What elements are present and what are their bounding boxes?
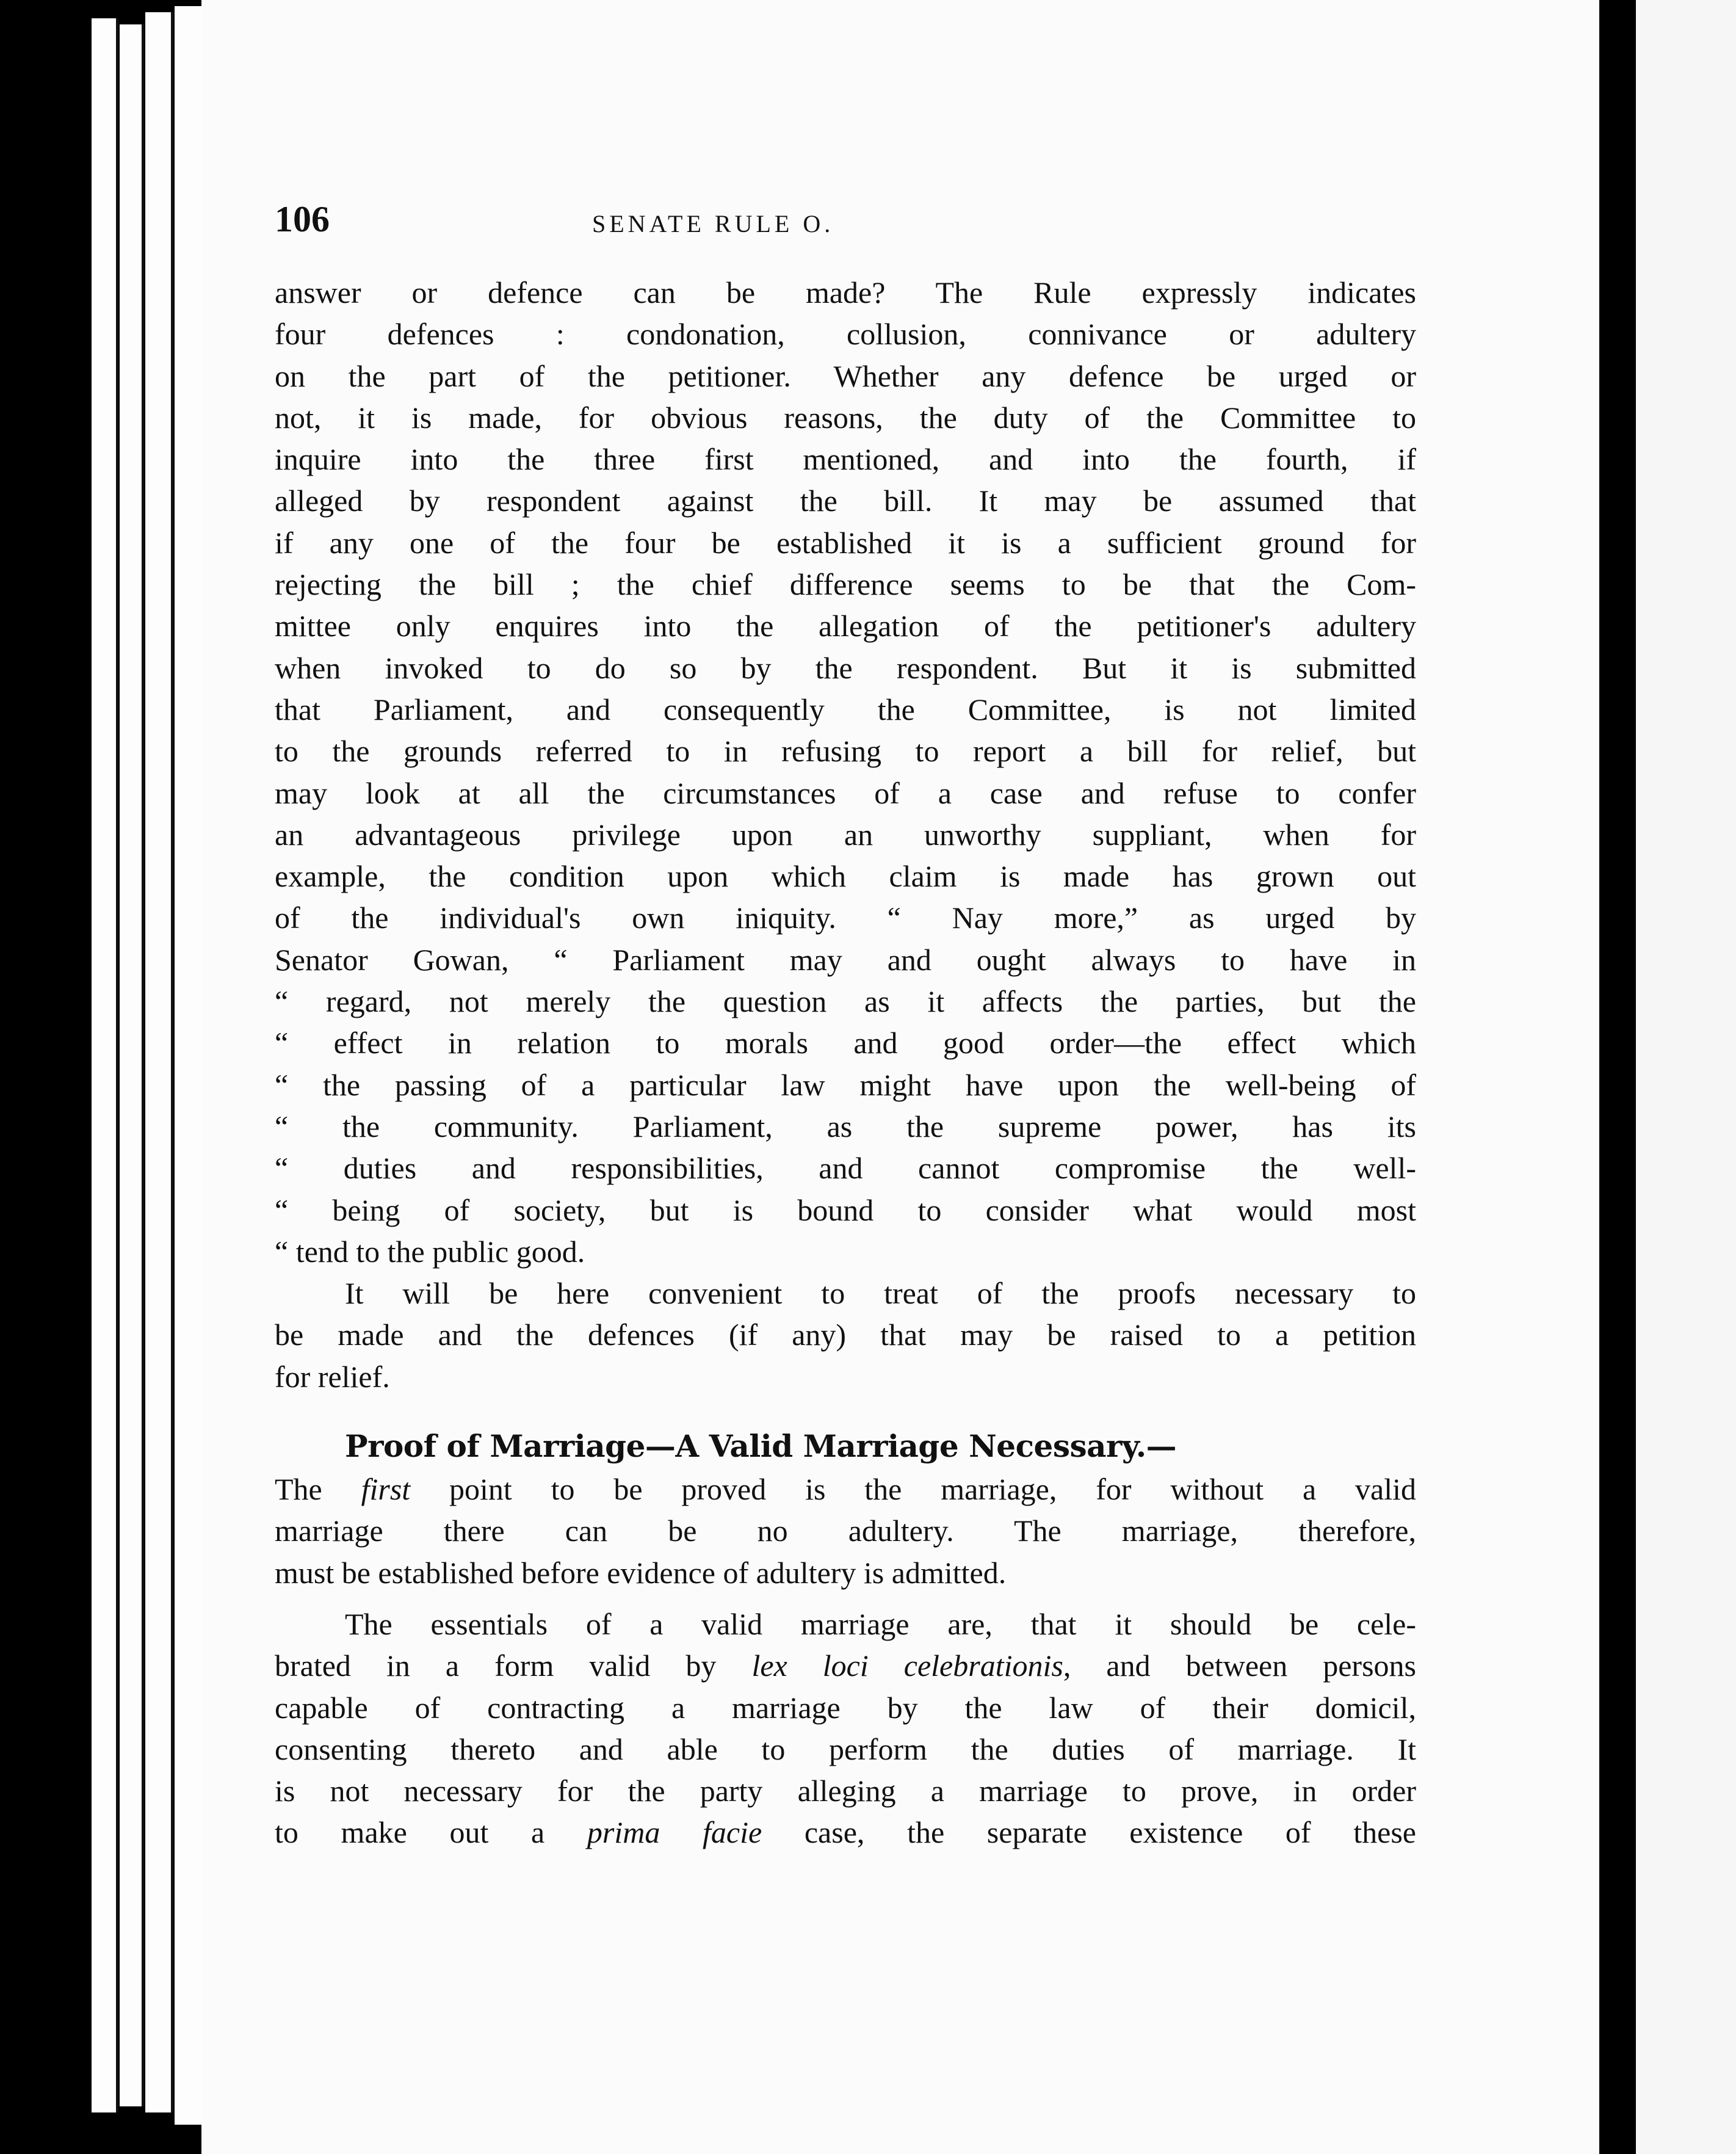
page-number: 106 xyxy=(275,199,330,239)
text-line: brated in a form valid by lex loci celebrationis, and between persons xyxy=(275,1648,1416,1683)
text-line: to make out a prima facie case, the separate existence of these xyxy=(275,1815,1416,1850)
text-line: alleged by respondent against the bill. It may be assumed that xyxy=(275,484,1416,518)
text-line: mittee only enquires into the allegation of the petitioner's adultery xyxy=(275,609,1416,644)
text-line: “ tend to the public good. xyxy=(275,1234,585,1269)
text-line: rejecting the bill ; the chief difference seems to be that the Com- xyxy=(275,567,1416,602)
text-line: four defences : condonation, collusion, connivance or adultery xyxy=(275,317,1416,352)
page-edge xyxy=(145,12,173,2112)
text-line: may look at all the circumstances of a case and refuse to confer xyxy=(275,775,1416,810)
section-heading-line xyxy=(275,1426,1416,1468)
text-line: marriage there can be no adultery. The marriage, therefore, xyxy=(275,1514,1416,1548)
text-line: “ regard, not merely the question as it affects the parties, but the xyxy=(275,984,1416,1019)
paragraph xyxy=(275,272,1416,1272)
page-edge xyxy=(92,18,118,2112)
text-line: “ the passing of a particular law might have upon the well-being of xyxy=(275,1067,1416,1102)
paragraph xyxy=(275,1272,1416,1398)
text-line: be made and the defences (if any) that may be raised to a petition xyxy=(275,1318,1416,1352)
text-line: if any one of the four be established it is a sufficient ground for xyxy=(275,525,1416,560)
book-gutter xyxy=(1599,0,1636,2154)
text-line: It will be here convenient to treat of the proofs necessary to xyxy=(345,1276,1416,1311)
page-edges xyxy=(0,0,232,2154)
text-line: The essentials of a valid marriage are, that it should be cele- xyxy=(345,1606,1416,1641)
text-line: Senator Gowan, “ Parliament may and ought always to have in xyxy=(275,942,1416,977)
page-edge xyxy=(175,6,204,2125)
text-line: of the individual's own iniquity. “ Nay more,” as urged by xyxy=(275,901,1416,935)
text-line: “ being of society, but is bound to consider what would most xyxy=(275,1192,1416,1227)
body-text xyxy=(275,272,1416,1854)
text-line: “ the community. Parliament, as the supreme power, has its xyxy=(275,1109,1416,1144)
facing-page-edge xyxy=(1636,0,1736,2154)
page-edge xyxy=(120,24,144,2106)
text-line: capable of contracting a marriage by the law of their domicil, xyxy=(275,1690,1416,1725)
text-line: “ duties and responsibilities, and cannot compromise the well- xyxy=(275,1151,1416,1186)
text-line: not, it is made, for obvious reasons, the duty of the Committee to xyxy=(275,400,1416,435)
text-line: consenting thereto and able to perform the duties of marriage. It xyxy=(275,1732,1416,1766)
text-line: when invoked to do so by the respondent. But it is submitted xyxy=(275,650,1416,685)
text-line: for relief. xyxy=(275,1359,390,1394)
text-line: an advantageous privilege upon an unworthy suppliant, when for xyxy=(275,817,1416,852)
text-line: on the part of the petitioner. Whether any defence be urged or xyxy=(275,358,1416,393)
page-header xyxy=(275,198,1416,253)
text-line: The first point to be proved is the marriage, for without a valid xyxy=(275,1472,1416,1507)
text-line: is not necessary for the party alleging a marriage to prove, in order xyxy=(275,1774,1416,1808)
text-line: that Parliament, and consequently the Committee, is not limited xyxy=(275,692,1416,727)
text-line: answer or defence can be made? The Rule expressly indicates xyxy=(275,275,1416,310)
paragraph xyxy=(275,1603,1416,1854)
text-line: “ effect in relation to morals and good order—the effect which xyxy=(275,1026,1416,1061)
text-line: example, the condition upon which claim is made has grown out xyxy=(275,859,1416,894)
section-paragraph xyxy=(275,1468,1416,1594)
running-head: SENATE RULE O. xyxy=(592,210,834,238)
text-line: must be established before evidence of adultery is admitted. xyxy=(275,1555,1007,1590)
section-heading: Proof of Marriage—A Valid Marriage Necessary.— xyxy=(345,1428,1177,1465)
text-line: inquire into the three first mentioned, and into the fourth, if xyxy=(275,442,1416,477)
text-line: to the grounds referred to in refusing to report a bill for relief, but xyxy=(275,734,1416,769)
